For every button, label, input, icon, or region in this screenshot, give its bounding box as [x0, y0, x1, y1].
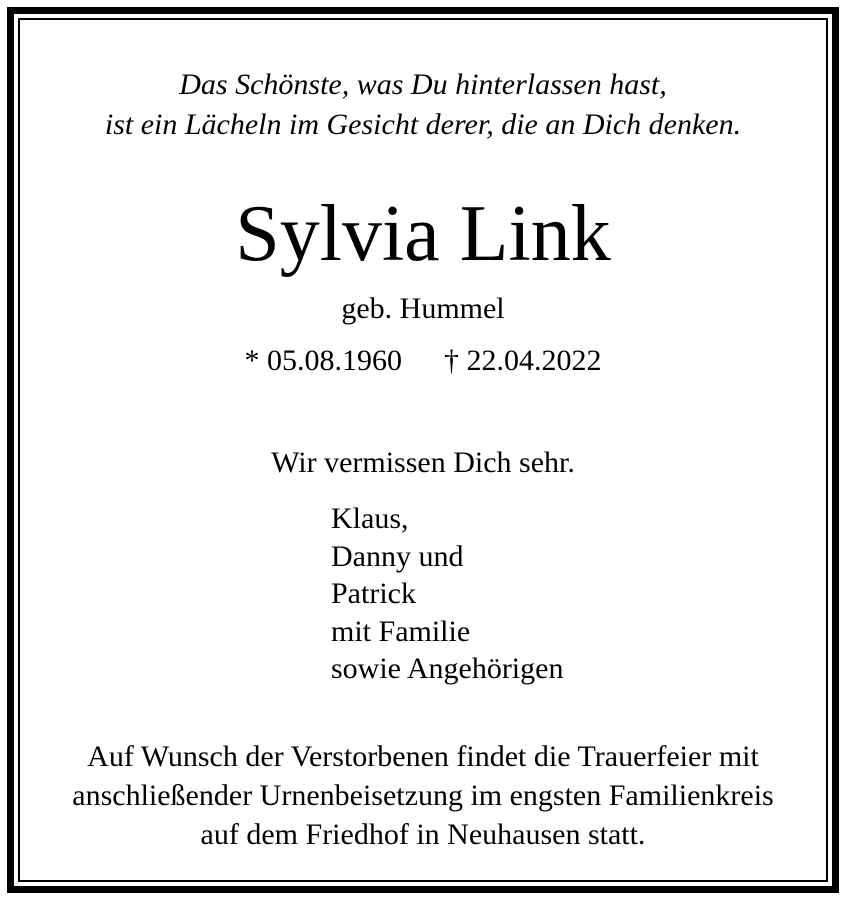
- birth-date: * 05.08.1960: [244, 344, 402, 377]
- maiden-name: geb. Hummel: [341, 292, 505, 325]
- notice-line-2: anschließender Urnenbeisetzung im engsten Familienkreis: [72, 779, 774, 812]
- signer-line: Klaus,: [331, 502, 409, 535]
- notice-line-1: Auf Wunsch der Verstorbenen findet die Trauerfeier mit: [87, 740, 759, 773]
- farewell-text: Wir vermissen Dich sehr.: [271, 446, 575, 479]
- notice-line-3: auf dem Friedhof in Neuhausen statt.: [200, 818, 646, 851]
- motto-line-2: ist ein Lächeln im Gesicht derer, die an Dich denken.: [104, 108, 742, 141]
- signers-list: [331, 500, 563, 688]
- signer-line: Danny und: [331, 539, 464, 573]
- death-date: † 22.04.2022: [444, 344, 602, 377]
- signer-line: Patrick: [331, 577, 416, 610]
- deceased-name: Sylvia Link: [235, 190, 611, 278]
- signer-line: mit Familie: [331, 614, 471, 648]
- signer-line: sowie Angehörigen: [331, 652, 564, 685]
- motto-line-1: Das Schönste, was Du hinterlassen hast,: [179, 68, 667, 101]
- life-dates: [0, 346, 846, 376]
